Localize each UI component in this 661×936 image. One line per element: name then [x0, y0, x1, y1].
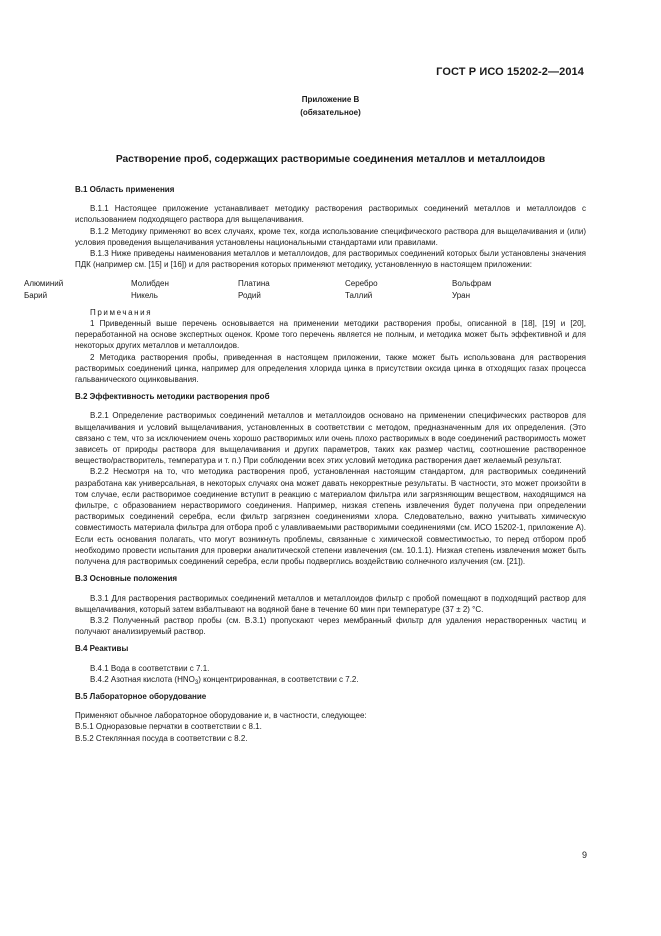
- paragraph-b2-2: В.2.2 Несмотря на то, что методика растворения проб, установленная настоящим стандартом, для растворимых соединений разработана как универсальная, в некоторых случаях она может давать некорректные результаты. В частности, это может произойти в том случае, если растворимое соединение вступит в реакцию с материалом фильтра или загрязняющим веществом, находящимся на фильтре, с образованием нерастворимого соединения. Например, низкая степень извлечения будет получена при определении растворимых соединений серебра, если фильтр загрязнен соединениями хлора. Следовательно, важно учитывать химическую совместимость материала фильтра для отбора проб с улавливаемыми растворимыми соединениями (см. ИСО 15202-1, приложение А). Если есть основания полагать, что могут возникнуть проблемы, связанные с химической совместимостью, то перед отбором проб необходимо провести испытания для проверки аналитической степени извлечения (см. 10.1.1). Низкая степень извлечения может быть получена для растворимых соединений серебра, если пробы подверглись воздействию солнечного излучения (см. [21]).: [75, 467, 586, 567]
- metal-item: Барий: [24, 290, 48, 300]
- paragraph-b1-1: В.1.1 Настоящее приложение устанавливает методику растворения растворимых соединений металлов и металлоидов с использованием подходящего раствора для выщелачивания.: [75, 204, 586, 225]
- annex-status: (обязательное): [300, 108, 361, 117]
- section-b1-heading: В.1 Область применения: [75, 185, 175, 194]
- document-body: [24, 184, 586, 744]
- section-b4-heading: В.4 Реактивы: [75, 644, 129, 654]
- paragraph-b4-1: В.4.1 Вода в соответствии с 7.1.: [90, 663, 210, 673]
- b4-2-subscript: 3: [194, 679, 199, 686]
- metals-list: [24, 278, 535, 300]
- paragraph-b5-2: В.5.2 Стеклянная посуда в соответствии с 8.2.: [75, 733, 248, 743]
- paragraph-b2-1: В.2.1 Определение растворимых соединений металлов и металлоидов основано на применении специфических растворов для выщелачивания и условий выщелачивания, установленных в соответствии с методом, предназначенным для их определения. (Это связано с тем, что за исключением очень хорошо растворимых или очень плохо растворимых в воде соединений растворимость может зависеть от природы раствора для выщелачивания и других параметров, таких как размер частиц, соотношение растворенное вещество/растворитель, температура и т. п.) При соблюдении всех этих условий методика растворения дает желаемый результат.: [75, 411, 586, 466]
- paragraph-b3-1: В.3.1 Для растворения растворимых соединений металлов и металлоидов фильтр с пробой помещают в подходящий раствор для выщелачивания, который затем взбалтывают на водяной бане в течение 60 мин при температуре (37 ± 2) °С.: [75, 593, 586, 614]
- metal-item: Никель: [131, 290, 158, 300]
- note-2: 2 Методика растворения пробы, приведенная в настоящем приложении, также может быть использована для растворения растворимых соединений цинка, например для определения хлорида цинка в присутствии оксида цинка в отходящих газах процесса гальванического оцинковывания.: [75, 352, 586, 385]
- metal-item: Таллий: [345, 290, 373, 300]
- metal-item: Родий: [238, 290, 261, 300]
- metal-item: Платина: [238, 279, 270, 289]
- notes-label: Примечания: [90, 307, 153, 317]
- section-b2-heading: В.2 Эффективность методики растворения проб: [75, 392, 270, 402]
- metal-item: Уран: [452, 290, 471, 300]
- note-1: 1 Приведенный выше перечень основывается на применении методики растворения пробы, описанной в [18], [19] и [20], переработанной на основе экспертных оценок. Кроме того перечень является не полным, и методика может быть эффективной и для некоторых других металлов и металлоидов.: [75, 319, 586, 351]
- b4-2-text-start: В.4.2 Азотная кислота (HNO: [90, 674, 195, 684]
- annex-title: Растворение проб, содержащих растворимые соединения металлов и металлоидов: [115, 154, 546, 165]
- paragraph-b1-3: В.1.3 Ниже приведены наименования металлов и металлоидов, для растворимых соединений которых были установлены значения ПДК (например см. [15] и [16]) и для растворения которых применяют методику, установленную в настоящем приложении:: [75, 249, 586, 270]
- metal-item: Алюминий: [24, 279, 64, 289]
- document-code-header: ГОСТ Р ИСО 15202-2—2014: [436, 66, 584, 78]
- b4-2-text-end: ) концентрированная, в соответствии с 7.2.: [198, 674, 359, 684]
- metal-item: Вольфрам: [452, 279, 492, 289]
- metal-item: Серебро: [345, 279, 378, 289]
- section-b5-heading: В.5 Лабораторное оборудование: [75, 691, 207, 701]
- paragraph-b5-intro: Применяют обычное лабораторное оборудование и, в частности, следующее:: [75, 711, 367, 721]
- metal-item: Молибден: [131, 279, 169, 289]
- page-number: 9: [581, 850, 587, 860]
- paragraph-b3-2: В.3.2 Полученный раствор пробы (см. В.3.1) пропускают через мембранный фильтр для удаления нерастворенных частиц и получают анализируемый раствор.: [75, 615, 586, 637]
- paragraph-b5-1: В.5.1 Одноразовые перчатки в соответствии с 8.1.: [75, 722, 262, 732]
- paragraph-b1-2: В.1.2 Методику применяют во всех случаях, кроме тех, когда использование специфического раствора для выщелачивания и (или) условия проведения выщелачивания установлены национальными стандартами или правилами.: [75, 226, 586, 247]
- annex-label: Приложение В: [301, 95, 360, 104]
- paragraph-b4-2: [75, 674, 586, 685]
- section-b3-heading: В.3 Основные положения: [75, 574, 178, 584]
